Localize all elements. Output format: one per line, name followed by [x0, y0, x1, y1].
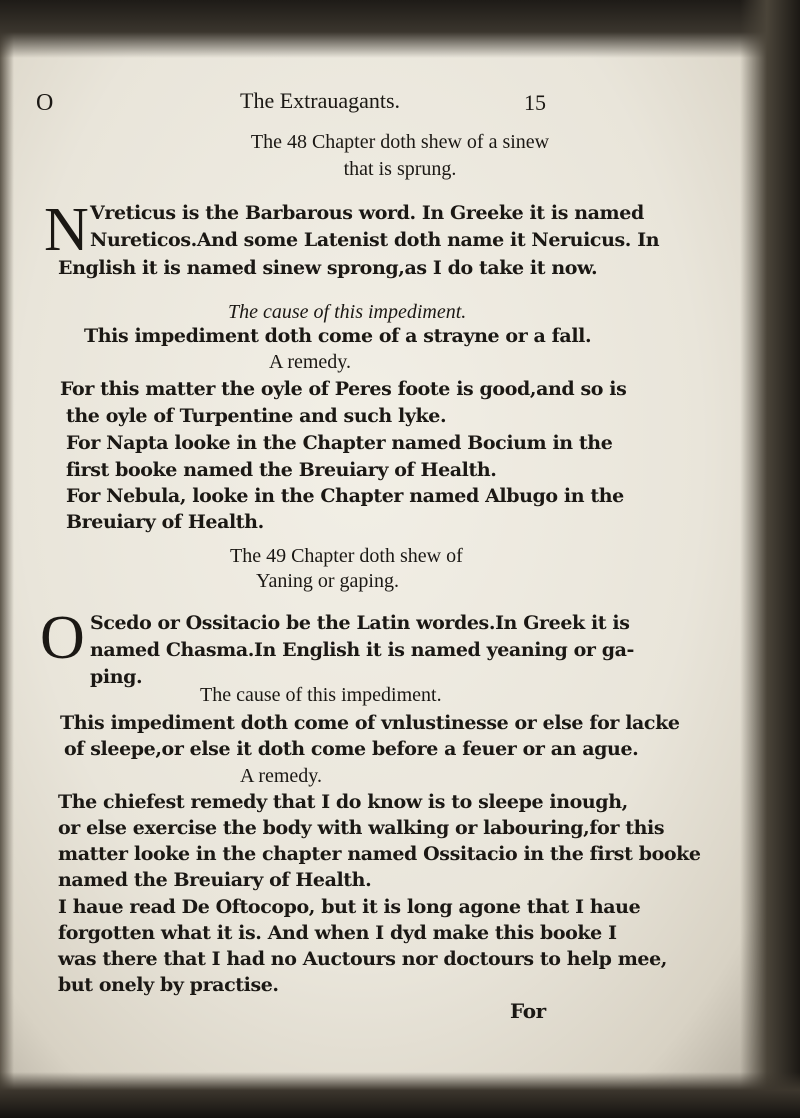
chapter49-remedy-heading: A remedy.	[240, 765, 323, 787]
chapter48-title-line1: The 48 Chapter doth shew of a sinew	[250, 131, 550, 153]
chapter49-remedy-line: was there that I had no Auctours nor doctours to help mee,	[58, 948, 668, 970]
chapter48-remedy-line: For Nebula, looke in the Chapter named Albugo in the	[66, 485, 624, 507]
catchword: For	[510, 999, 546, 1023]
chapter48-remedy-line: first booke named the Breuiary of Health.	[66, 459, 497, 481]
chapter48-remedy-line: the oyle of Turpentine and such lyke.	[66, 405, 447, 427]
chapter49-remedy-line: matter looke in the chapter named Ossitacio in the first booke	[58, 843, 701, 865]
chapter49-title-line1: The 49 Chapter doth shew of	[230, 545, 463, 567]
chapter49-remedy-line: The chiefest remedy that I do know is to sleepe inough,	[58, 791, 628, 813]
chapter49-cause-line: of sleepe,or else it doth come before a feuer or an ague.	[64, 738, 639, 760]
chapter48-drop-initial: N	[44, 196, 89, 264]
chapter49-para-line: named Chasma.In English it is named yeaning or ga-	[90, 639, 634, 661]
chapter48-remedy-heading: A remedy.	[269, 351, 352, 373]
chapter49-para-line: Scedo or Ossitacio be the Latin wordes.In Greek it is	[90, 612, 630, 634]
chapter48-remedy-line: For Napta looke in the Chapter named Bocium in the	[66, 432, 613, 454]
chapter49-remedy-line: I haue read De Oftocopo, but it is long agone that I haue	[58, 896, 641, 918]
chapter48-para-line: English it is named sinew sprong,as I do take it now.	[58, 257, 598, 279]
page-bottom-shadow	[0, 1072, 800, 1118]
chapter49-para-line: ping.	[90, 666, 143, 688]
chapter49-remedy-line: named the Breuiary of Health.	[58, 869, 372, 891]
chapter49-remedy-line: but onely by practise.	[58, 974, 279, 996]
chapter49-remedy-line: or else exercise the body with walking or labouring,for this	[58, 817, 665, 839]
chapter48-title-line2: that is sprung.	[343, 158, 457, 180]
page-number: 15	[524, 90, 546, 115]
chapter49-title-line2: Yaning or gaping.	[256, 570, 399, 592]
chapter48-remedy-line: Breuiary of Health.	[66, 511, 264, 533]
chapter48-cause-heading: The cause of this impediment.	[228, 301, 467, 323]
header-ornament: O	[36, 90, 54, 116]
chapter48-para-line: Nureticos.And some Latenist doth name it Neruicus. In	[90, 229, 660, 251]
running-title: The Extrauagants.	[240, 88, 401, 113]
chapter49-cause-heading: The cause of this impediment.	[200, 684, 442, 706]
chapter48-para-line: Vreticus is the Barbarous word. In Greeke it is named	[90, 202, 644, 224]
chapter48-remedy-line: For this matter the oyle of Peres foote is good,and so is	[60, 378, 627, 400]
chapter49-drop-initial: O	[40, 604, 85, 672]
chapter48-cause-line: This impediment doth come of a strayne or a fall.	[84, 325, 592, 347]
chapter49-remedy-line: forgotten what it is. And when I dyd make this booke I	[58, 922, 617, 944]
page-top-shadow	[0, 0, 800, 58]
chapter49-cause-line: This impediment doth come of vnlustinesse or else for lacke	[60, 712, 680, 734]
